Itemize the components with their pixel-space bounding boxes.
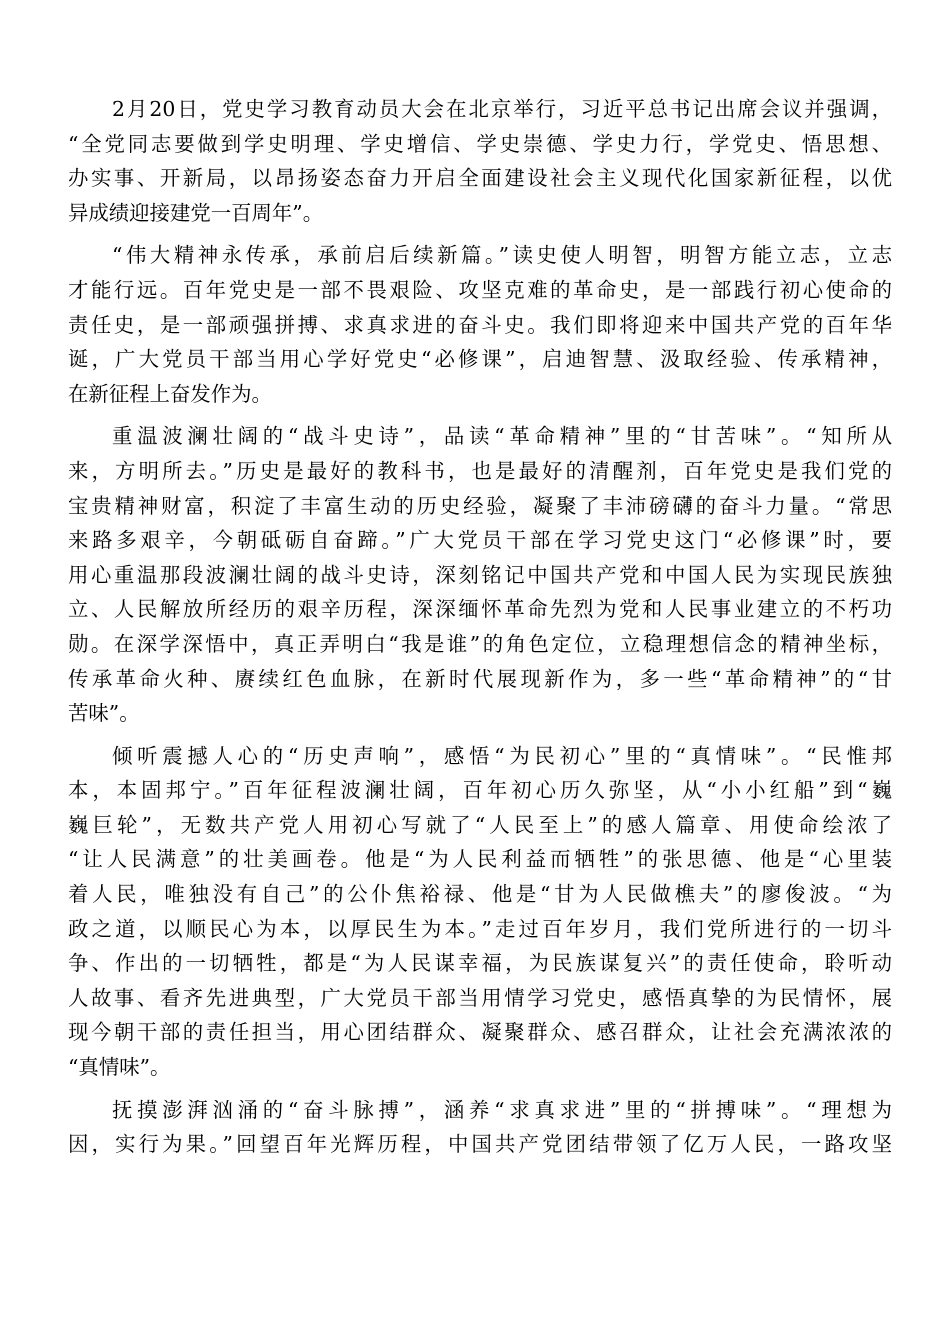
paragraph-line: 争、作出的一切牺牲，都是“为人民谋幸福，为民族谋复兴”的责任使命，聆听动	[68, 951, 892, 976]
paragraph-line: 着人民，唯独没有自己”的公仆焦裕禄、他是“甘为人民做樵夫”的廖俊波。“为	[68, 882, 892, 907]
paragraph-line: 来路多艰辛，今朝砥砺自奋蹄。”广大党员干部在学习党史这门“必修课”时，要	[68, 528, 892, 553]
paragraph-line: 2月20日，党史学习教育动员大会在北京举行，习近平总书记出席会议并强调，	[112, 97, 892, 121]
paragraph-line: 现今朝干部的责任担当，用心团结群众、凝聚群众、感召群众，让社会充满浓浓的	[68, 1020, 892, 1045]
paragraph-line: 宝贵精神财富，积淀了丰富生动的历史经验，凝聚了丰沛磅礴的奋斗力量。“常思	[68, 493, 892, 518]
paragraph-line: 立、人民解放所经历的艰辛历程，深深缅怀革命先烈为党和人民事业建立的不朽功	[68, 597, 892, 622]
paragraph-4	[68, 739, 892, 1085]
paragraph-line: 因，实行为果。”回望百年光辉历程，中国共产党团结带领了亿万人民，一路攻坚	[68, 1132, 892, 1157]
paragraph-line: “全党同志要做到学史明理、学史增信、学史崇德、学史力行，学党史、悟思想、	[68, 131, 892, 156]
paragraph-line: 传承革命火种、赓续红色血脉，在新时代展现新作为，多一些“革命精神”的“甘	[68, 666, 892, 691]
paragraph-line: 勋。在深学深悟中，真正弄明白“我是谁”的角色定位，立稳理想信念的精神坐标，	[68, 631, 892, 656]
paragraph-line: 用心重温那段波澜壮阔的战斗史诗，深刻铭记中国共产党和中国人民为实现民族独	[68, 562, 892, 587]
paragraph-line: 人故事、看齐先进典型，广大党员干部当用情学习党史，感悟真挚的为民情怀，展	[68, 985, 892, 1010]
paragraph-line: 巍巨轮”，无数共产党人用初心写就了“人民至上”的感人篇章、用使命绘浓了	[68, 812, 892, 837]
paragraph-line: 政之道，以顺民心为本，以厚民生为本。”走过百年岁月，我们党所进行的一切斗	[68, 916, 892, 941]
paragraph-3	[68, 419, 892, 730]
paragraph-line: “让人民满意”的壮美画卷。他是“为人民利益而牺牲”的张思德、他是“心里装	[68, 847, 892, 872]
paragraph-line: “真情味”。	[68, 1055, 171, 1080]
paragraph-line: 倾听震撼人心的“历史声响”，感悟“为民初心”里的“真情味”。“民惟邦	[112, 743, 892, 768]
paragraph-line: 才能行远。百年党史是一部不畏艰险、攻坚克难的革命史，是一部践行初心使命的	[68, 277, 892, 302]
paragraph-line: 诞，广大党员干部当用心学好党史“必修课”，启迪智慧、汲取经验、传承精神，	[68, 347, 892, 372]
paragraph-line: 本，本固邦宁。”百年征程波澜壮阔，百年初心历久弥坚，从“小小红船”到“巍	[68, 778, 892, 803]
paragraph-line: 办实事、开新局，以昂扬姿态奋力开启全面建设社会主义现代化国家新征程，以优	[68, 166, 892, 191]
paragraph-line: 在新征程上奋发作为。	[68, 381, 272, 406]
paragraph-line: 重温波澜壮阔的“战斗史诗”，品读“革命精神”里的“甘苦味”。“知所从	[112, 424, 892, 449]
paragraph-line: “伟大精神永传承，承前启后续新篇。”读史使人明智，明智方能立志，立志	[112, 243, 892, 268]
paragraph-line: 责任史，是一部顽强拼搏、求真求进的奋斗史。我们即将迎来中国共产党的百年华	[68, 312, 892, 337]
paragraph-line: 异成绩迎接建党一百周年”。	[68, 200, 324, 225]
paragraph-2	[68, 238, 892, 411]
paragraph-5	[68, 1093, 892, 1162]
document-body	[68, 92, 892, 1170]
paragraph-1	[68, 92, 892, 230]
paragraph-line: 来，方明所去。”历史是最好的教科书，也是最好的清醒剂，百年党史是我们党的	[68, 458, 892, 483]
paragraph-line: 苦味”。	[68, 701, 140, 726]
paragraph-line: 抚摸澎湃汹涌的“奋斗脉搏”，涵养“求真求进”里的“拼搏味”。“理想为	[112, 1097, 892, 1122]
